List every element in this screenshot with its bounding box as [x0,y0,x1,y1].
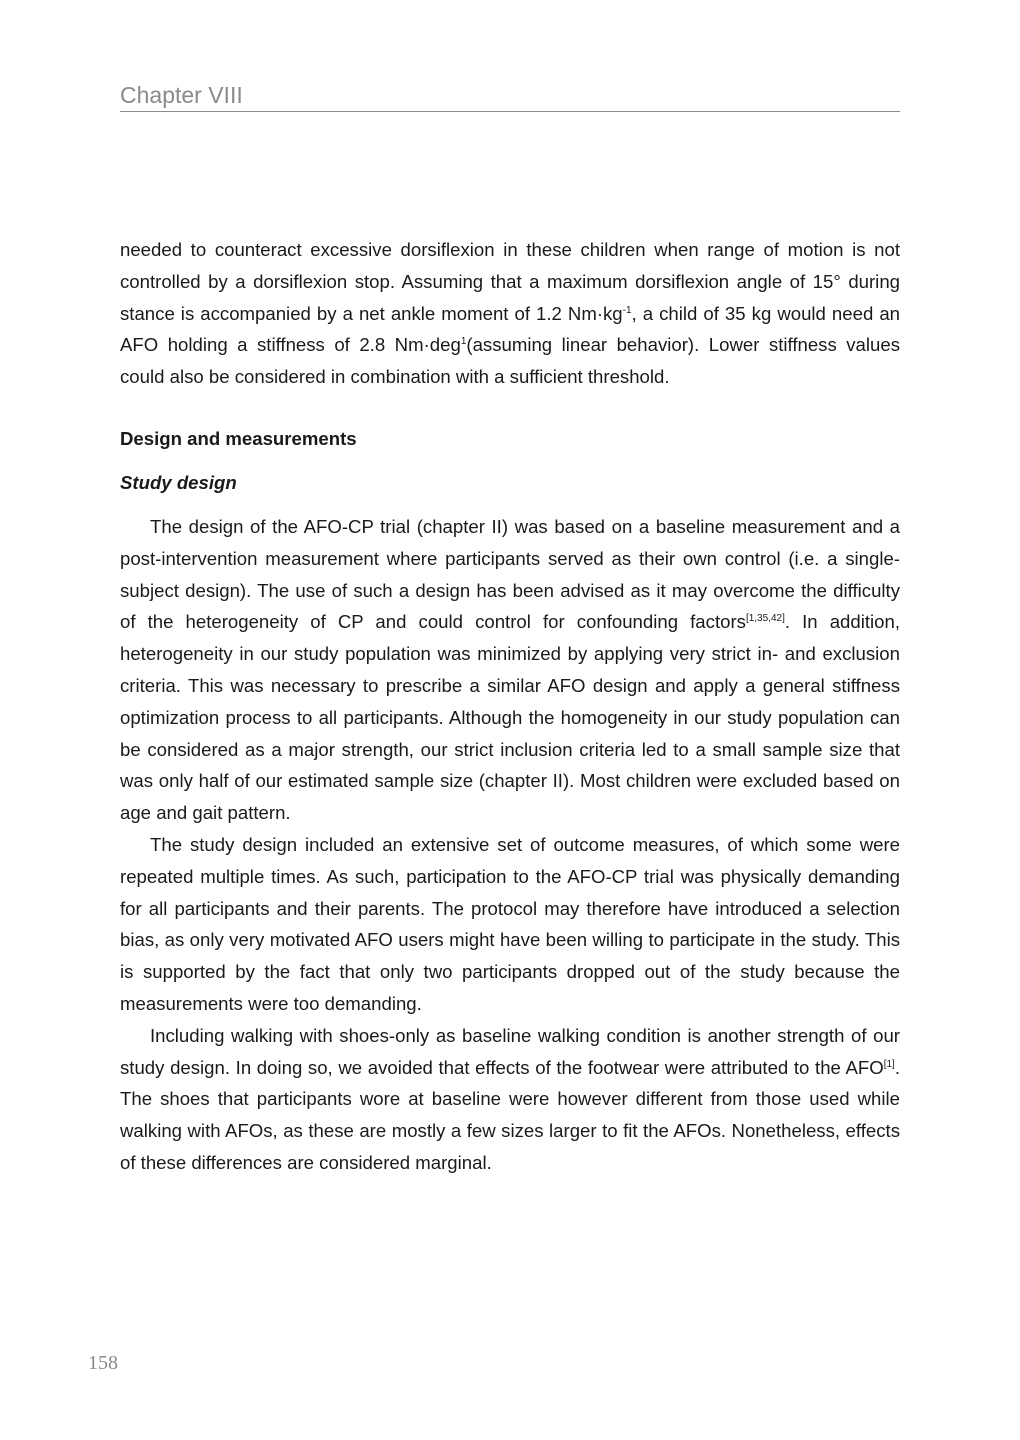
section-heading: Design and measurements [120,427,357,449]
unit-superscript: -1 [622,304,632,316]
body-paragraph-1: The design of the AFO-CP trial (chapter II) was based on a baseline measurement and a post-intervention measurement where participants served as their own control (i.e. a single-subject design). The use of such a design has been advised as it may overcome the difficulty of the heterogeneity of CP and could control for confounding factors[1,35,42]. In addition, heterogeneity in our study population was minimized by applying very strict in- and exclusion criteria. This was necessary to prescribe a similar AFO design and apply a general stiffness optimization process to all participants. Although the homogeneity in our study population can be considered as a major strength, our strict inclusion criteria led to a small sample size that was only half of our estimated sample size (chapter II). Most children were excluded based on age and gait pattern. [120,515,900,824]
page-number: 158 [88,1352,118,1374]
subsection-heading: Study design [120,471,237,493]
unit-superscript: 1 [460,336,467,348]
citation: [1,35,42] [745,613,785,625]
body-paragraph-2: The study design included an extensive set of outcome measures, of which some were repeated multiple times. As such, participation to the AFO-CP trial was physically demanding for all participants and their parents. The protocol may therefore have introduced a selection bias, as only very motivated AFO users might have been willing to participate in the study. This is supported by the fact that only two participants dropped out of the study because the measurements were too demanding. [120,833,900,1014]
page-body [120,234,900,1179]
intro-paragraph: needed to counteract excessive dorsiflexion in these children when range of motion is not controlled by a dorsiflexion stop. Assuming that a maximum dorsiflexion angle of 15° during stance is accompanied by a net ankle moment of 1.2 $Nm\cdot kg^{-1}$, a child of 35 kg would need an AFO holding a stiffness of 2.8 Nm·deg$^1$(assuming linear behavior). Lower stiffness values could also be considered in combination with a sufficient threshold. [120,239,901,388]
running-head: Chapter VIII [120,80,900,112]
body-paragraph-3: Including walking with shoes-only as baseline walking condition is another strength of our study design. In doing so, we avoided that effects of the footwear were attributed to the AFO[1]. The shoes that participants wore at baseline were however different from those used while walking with AFOs, as these are mostly a few sizes larger to fit the AFOs. Nonetheless, effects of these differences are considered marginal. [120,1024,900,1173]
citation: [1] [883,1058,895,1070]
